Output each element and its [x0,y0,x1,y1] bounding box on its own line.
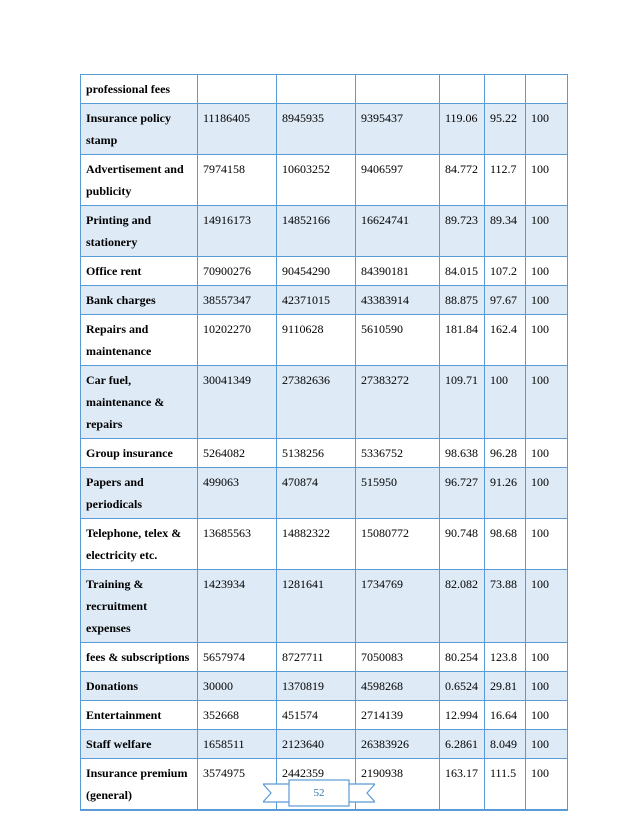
value-cell: 3574975 [198,759,277,811]
row-label: Printing and stationery [81,206,198,257]
value-cell: 111.5 [485,759,526,811]
value-cell: 12.994 [440,701,485,730]
value-cell: 8945935 [277,104,356,155]
value-cell: 14852166 [277,206,356,257]
value-cell: 84.772 [440,155,485,206]
value-cell: 98.638 [440,439,485,468]
value-cell: 5336752 [356,439,440,468]
value-cell [198,75,277,104]
table-row [81,104,568,155]
value-cell: 30041349 [198,366,277,439]
value-cell: 100 [526,315,568,366]
value-cell: 100 [526,257,568,286]
table-row [81,643,568,672]
value-cell: 1734769 [356,570,440,643]
value-cell: 515950 [356,468,440,519]
row-label: Insurance premium (general) [81,759,198,811]
table-row [81,286,568,315]
table-row [81,315,568,366]
value-cell: 100 [526,366,568,439]
value-cell: 88.875 [440,286,485,315]
value-cell: 10202270 [198,315,277,366]
value-cell: 100 [526,701,568,730]
value-cell: 100 [526,286,568,315]
value-cell: 112.7 [485,155,526,206]
value-cell: 15080772 [356,519,440,570]
value-cell: 162.4 [485,315,526,366]
value-cell: 6.2861 [440,730,485,759]
value-cell: 100 [526,730,568,759]
value-cell: 163.17 [440,759,485,811]
value-cell: 5657974 [198,643,277,672]
value-cell: 90454290 [277,257,356,286]
value-cell: 98.68 [485,519,526,570]
value-cell: 97.67 [485,286,526,315]
value-cell: 100 [526,155,568,206]
table-row [81,439,568,468]
table-row [81,468,568,519]
row-label: professional fees [81,75,198,104]
value-cell: 14916173 [198,206,277,257]
value-cell [485,75,526,104]
table-row [81,701,568,730]
value-cell: 4598268 [356,672,440,701]
value-cell: 13685563 [198,519,277,570]
value-cell [277,75,356,104]
expense-table [80,74,568,811]
value-cell: 73.88 [485,570,526,643]
row-label: Advertisement and publicity [81,155,198,206]
row-label: Repairs and maintenance [81,315,198,366]
value-cell: 100 [526,672,568,701]
value-cell: 38557347 [198,286,277,315]
value-cell: 100 [526,759,568,811]
value-cell: 82.082 [440,570,485,643]
table-row [81,519,568,570]
table-row [81,75,568,104]
value-cell: 7974158 [198,155,277,206]
value-cell: 1370819 [277,672,356,701]
value-cell: 181.84 [440,315,485,366]
value-cell: 2442359 [277,759,356,811]
value-cell: 84.015 [440,257,485,286]
value-cell: 499063 [198,468,277,519]
value-cell: 100 [526,643,568,672]
value-cell: 123.8 [485,643,526,672]
value-cell: 43383914 [356,286,440,315]
value-cell: 84390181 [356,257,440,286]
value-cell: 7050083 [356,643,440,672]
row-label: Office rent [81,257,198,286]
value-cell: 80.254 [440,643,485,672]
table-row [81,570,568,643]
table-row [81,206,568,257]
value-cell: 96.727 [440,468,485,519]
value-cell: 29.81 [485,672,526,701]
value-cell: 1281641 [277,570,356,643]
value-cell: 8727711 [277,643,356,672]
table-row [81,257,568,286]
value-cell: 91.26 [485,468,526,519]
row-label: Bank charges [81,286,198,315]
row-label: Telephone, telex & electricity etc. [81,519,198,570]
value-cell: 451574 [277,701,356,730]
value-cell: 100 [526,104,568,155]
value-cell: 1658511 [198,730,277,759]
value-cell: 10603252 [277,155,356,206]
row-label: Papers and periodicals [81,468,198,519]
value-cell: 2714139 [356,701,440,730]
value-cell: 27382636 [277,366,356,439]
value-cell: 470874 [277,468,356,519]
value-cell: 100 [526,519,568,570]
value-cell: 11186405 [198,104,277,155]
value-cell: 42371015 [277,286,356,315]
value-cell: 5264082 [198,439,277,468]
table-row [81,366,568,439]
value-cell: 26383926 [356,730,440,759]
value-cell [526,75,568,104]
page-number: 52 [313,787,325,799]
value-cell: 16.64 [485,701,526,730]
row-label: Insurance policy stamp [81,104,198,155]
value-cell: 70900276 [198,257,277,286]
value-cell: 8.049 [485,730,526,759]
value-cell: 27383272 [356,366,440,439]
row-label: Car fuel, maintenance & repairs [81,366,198,439]
value-cell: 0.6524 [440,672,485,701]
row-label: Entertainment [81,701,198,730]
value-cell: 119.06 [440,104,485,155]
value-cell: 2190938 [356,759,440,811]
value-cell: 5610590 [356,315,440,366]
value-cell [440,75,485,104]
row-label: Group insurance [81,439,198,468]
value-cell: 89.34 [485,206,526,257]
value-cell: 90.748 [440,519,485,570]
value-cell: 100 [485,366,526,439]
table-row [81,155,568,206]
table-row [81,672,568,701]
value-cell: 107.2 [485,257,526,286]
value-cell: 30000 [198,672,277,701]
value-cell: 95.22 [485,104,526,155]
value-cell: 14882322 [277,519,356,570]
row-label: Staff welfare [81,730,198,759]
row-label: Donations [81,672,198,701]
value-cell: 9406597 [356,155,440,206]
row-label: Training & recruitment expenses [81,570,198,643]
value-cell: 100 [526,206,568,257]
value-cell: 16624741 [356,206,440,257]
value-cell: 100 [526,439,568,468]
value-cell: 9110628 [277,315,356,366]
value-cell: 96.28 [485,439,526,468]
value-cell: 5138256 [277,439,356,468]
value-cell: 9395437 [356,104,440,155]
value-cell: 109.71 [440,366,485,439]
table-row [81,730,568,759]
value-cell: 1423934 [198,570,277,643]
value-cell: 100 [526,468,568,519]
value-cell [356,75,440,104]
value-cell: 100 [526,570,568,643]
value-cell: 352668 [198,701,277,730]
value-cell: 2123640 [277,730,356,759]
value-cell: 89.723 [440,206,485,257]
row-label: fees & subscriptions [81,643,198,672]
